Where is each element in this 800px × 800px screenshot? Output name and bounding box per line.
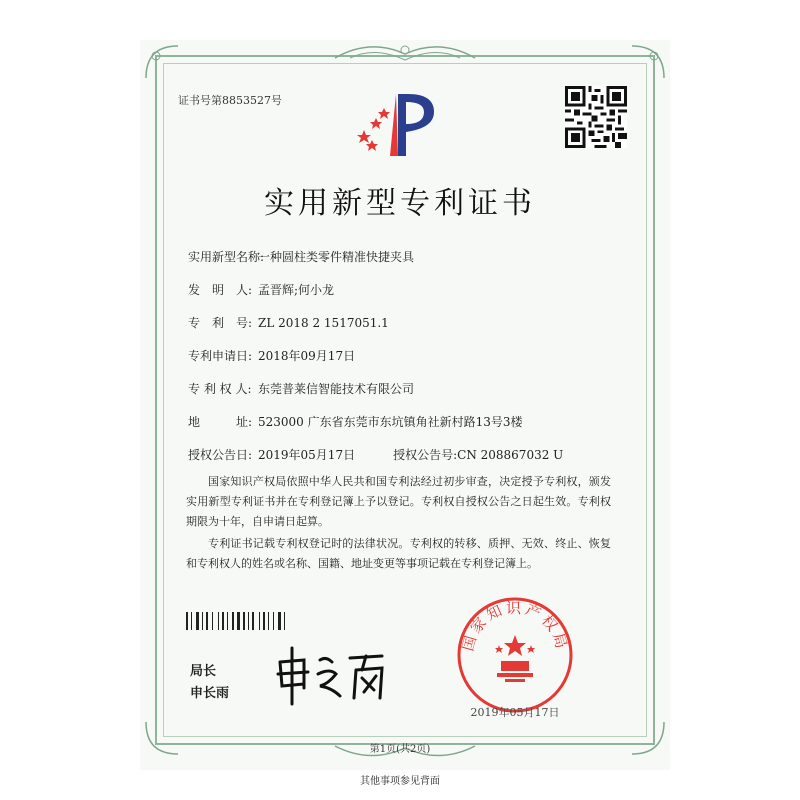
field-patent-number — [188, 314, 389, 331]
corner-ornament-icon — [142, 42, 182, 82]
seal-date: 2019年05月17日 — [470, 706, 560, 719]
field-label: 专 利 权 人: — [188, 382, 252, 396]
field-value: 2018年09月17日 — [258, 349, 356, 363]
page-indicator: 第1页(共2页) — [369, 744, 431, 755]
svg-text:国家知识产权局: 国家知识产权局 — [458, 599, 572, 654]
field-label: 实用新型名称: — [188, 250, 265, 264]
corner-ornament-icon — [628, 42, 668, 82]
field-grant-date — [188, 446, 563, 463]
certificate-number: 证书号第8853527号 — [178, 94, 282, 107]
footer-note: 其他事项参见背面 — [360, 776, 440, 787]
barcode-icon — [186, 612, 336, 630]
field-utility-model-name — [188, 248, 414, 265]
field-application-date — [188, 347, 355, 364]
field-value: 东莞普莱信智能技术有限公司 — [258, 382, 415, 396]
field-value: ZL 2018 2 1517051.1 — [258, 316, 389, 330]
field-inventor — [188, 281, 334, 298]
field-value: 523000 广东省东莞市东坑镇角社新村路13号3楼 — [258, 415, 523, 429]
field-value: 孟晋辉;何小龙 — [258, 283, 335, 297]
top-ornament-icon — [330, 36, 480, 66]
field-value: 2019年05月17日 — [258, 448, 356, 462]
field-label: 专 利 号: — [188, 316, 253, 330]
grant-number-label: 授权公告号: — [393, 448, 458, 462]
grant-number: CN 208867032 U — [457, 448, 564, 462]
certificate-paragraph: 国家知识产权局依照中华人民共和国专利法经过初步审查，决定授予专利权，颁发实用新型专利证书并在专利登记簿上予以登记。专利权自授权公告之日起生效。专利权期限为十年，自申请日起算。 — [186, 475, 611, 528]
field-address — [188, 413, 523, 430]
field-patentee — [188, 380, 414, 397]
patent-office-emblem-icon — [350, 88, 442, 160]
signatory-name: 申长雨 — [190, 686, 230, 701]
field-label: 授权公告日: — [188, 448, 253, 462]
certificate-title: 实用新型专利证书 — [264, 186, 536, 221]
official-seal-icon — [455, 595, 575, 715]
field-label: 发 明 人: — [188, 283, 253, 297]
certificate-paragraph: 专利证书记载专利权登记时的法律状况。专利权的转移、质押、无效、终止、恢复和专利权人的姓名或名称、国籍、地址变更等事项记载在专利登记簿上。 — [186, 537, 611, 570]
signatory-title: 局长 — [190, 664, 217, 679]
field-label: 地 址: — [188, 415, 253, 429]
field-label: 专利申请日: — [188, 349, 253, 363]
signature-icon — [270, 640, 390, 710]
field-value: 一种圆柱类零件精准快捷夹具 — [258, 250, 415, 264]
qr-code-icon — [565, 86, 627, 148]
